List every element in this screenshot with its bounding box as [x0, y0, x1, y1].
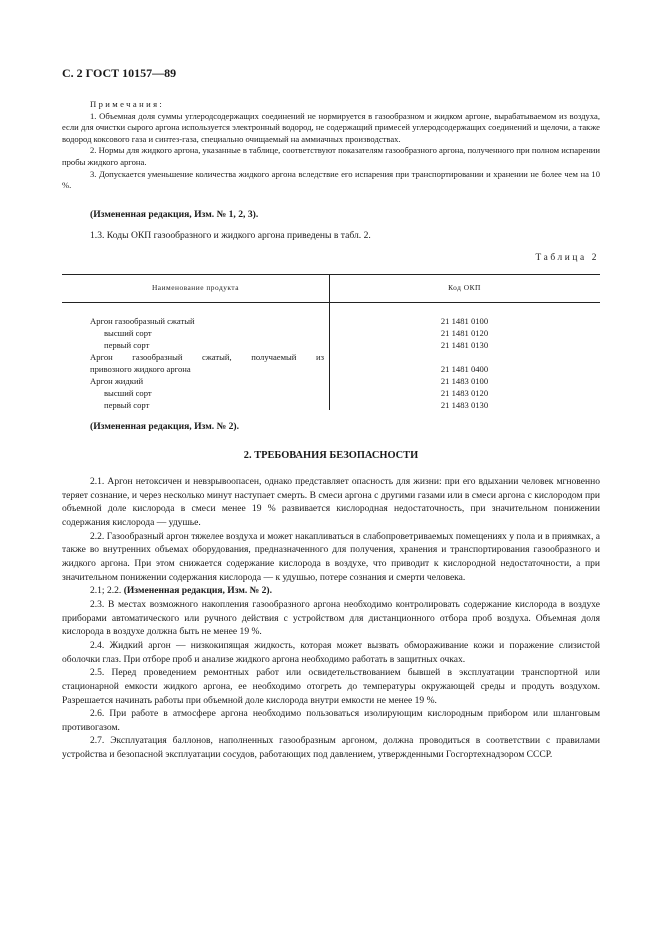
amendment-note-2: (Измененная редакция, Изм. № 2). [90, 421, 240, 432]
paragraph-2-amend [62, 584, 600, 598]
notes-title: Примечания: [90, 99, 165, 109]
table-cell-name: высший сорт [104, 328, 152, 338]
paragraph-1-3: 1.3. Коды ОКП газообразного и жидкого аргона приведены в табл. 2. [90, 230, 371, 241]
paragraph-2-1: 2.1. Аргон нетоксичен и невзрывоопасен, однако представляет опасность для жизни: при его вдыхании человек мгновенно теряет сознание, и через несколько минут наступает смерть. В смеси аргона с другими газами или в смеси аргона с кислородом при объемной доле кислорода в смеси менее 19 % развивается кислородная недостаточность, при значительном понижении содержания кислорода — удушье. [62, 476, 600, 528]
amend-bold: (Измененная редакция, Изм. № 2). [123, 585, 272, 597]
safety-requirements-body [62, 475, 600, 762]
table-cell-code [329, 351, 600, 363]
table-header-code: Код ОКП [448, 283, 481, 292]
table-cell-code: 21 1481 0120 [440, 328, 489, 338]
paragraph-2-4: 2.4. Жидкий аргон — низкокипящая жидкость, которая может вызвать обмораживание кожи и поражение слизистой оболочки глаз. При отборе проб и анализе жидкого аргона необходимо работать в защитных очках. [62, 639, 600, 665]
table-cell-code: 21 1481 0400 [440, 364, 489, 374]
table-cell-code: 21 1483 0100 [440, 376, 489, 386]
table-cell-code: 21 1481 0130 [440, 340, 489, 350]
table-cell-name: Аргон газообразный сжатый [90, 316, 195, 326]
notes-block [62, 99, 600, 192]
note-1: 1. Объемная доля суммы углеродсодержащих соединений не нормируется в газообразном и жидком аргоне, вырабатываемом из воздуха, если для очистки сырого аргона используется электронный водород, не содержащий примесей углеродсодержащих соединений и щелочи, а также водород коксового газа и синтез-газа, специально очищаемый на аммиачных производствах. [62, 110, 600, 144]
table-header-name: Наименование продукта [151, 283, 240, 292]
table-cell-name: первый сорт [104, 340, 150, 350]
table-cell-code: 21 1483 0120 [440, 388, 489, 398]
paragraph-2-7: 2.7. Эксплуатация баллонов, наполненных газообразным аргоном, должна проводиться в соответствии с правилами устройства и безопасной эксплуатации сосудов, работающих под давлением, утвержденными Госгортехнадзором СССР. [62, 735, 600, 761]
paragraph-2-2: 2.2. Газообразный аргон тяжелее воздуха и может накапливаться в слабопроветриваемых помещениях у пола и в приямках, а также во внутренних объемах оборудования, предназначенного для получения, хранения и транспортирования газообразного и жидкого аргона. При этом снижается содержание кислорода в воздухе, что приводит к кислородной недостаточности, а при значительном понижении содержания кислорода — к удушью, потере сознания и смерти человека. [62, 530, 600, 583]
paragraph-2-6: 2.6. При работе в атмосфере аргона необходимо пользоваться изолирующим кислородным прибором или шланговым противогазом. [62, 708, 600, 733]
note-2: 2. Нормы для жидкого аргона, указанные в таблице, соответствуют показателям газообразного аргона, полученного при полном испарении пробы жидкого аргона. [62, 145, 600, 167]
table-cell-code: 21 1483 0130 [440, 400, 489, 410]
table-cell-name: высший сорт [104, 388, 152, 398]
page-header: С. 2 ГОСТ 10157—89 [62, 66, 177, 80]
table-cell-code: 21 1481 0100 [440, 316, 489, 326]
paragraph-2-5: 2.5. Перед проведением ремонтных работ или освидетельствованием бывшей в эксплуатации транспортной или стационарной емкости жидкого аргона, ее необходимо отогреть до температуры окружающей среды и продуть воздухом. Разрешается начинать работы при объемной доле кислорода внутри емкости не менее 19 %. [62, 667, 600, 706]
amendment-note-1: (Измененная редакция, Изм. № 1, 2, 3). [90, 209, 259, 220]
section-title: 2. ТРЕБОВАНИЯ БЕЗОПАСНОСТИ [243, 450, 419, 461]
table-header-rule [62, 302, 600, 303]
note-3: 3. Допускается уменьшение количества жидкого аргона вследствие его испарения при транспортировании и хранении не более чем на 10 %. [62, 168, 600, 191]
table-cell-name: привозного жидкого аргона [90, 364, 191, 374]
table-cell-name: Аргон жидкий [90, 376, 144, 386]
table-cell-name: Аргон газообразный сжатый, получаемый из [90, 352, 324, 362]
table-caption: Таблица 2 [535, 253, 599, 263]
okp-codes-table [62, 274, 600, 410]
table-codes-column [329, 315, 600, 411]
table-names-column [90, 315, 324, 411]
amend-prefix: 2.1; 2.2. [90, 585, 124, 597]
table-cell-name: первый сорт [104, 400, 150, 410]
paragraph-2-3: 2.3. В местах возможного накопления газообразного аргона необходимо контролировать содержание кислорода в воздухе приборами автоматического или ручного действия с устройством для дистанционного отбора проб воздуха. Объемная доля кислорода в воздухе должна быть не менее 19 %. [62, 598, 600, 638]
table-top-rule [62, 274, 600, 275]
